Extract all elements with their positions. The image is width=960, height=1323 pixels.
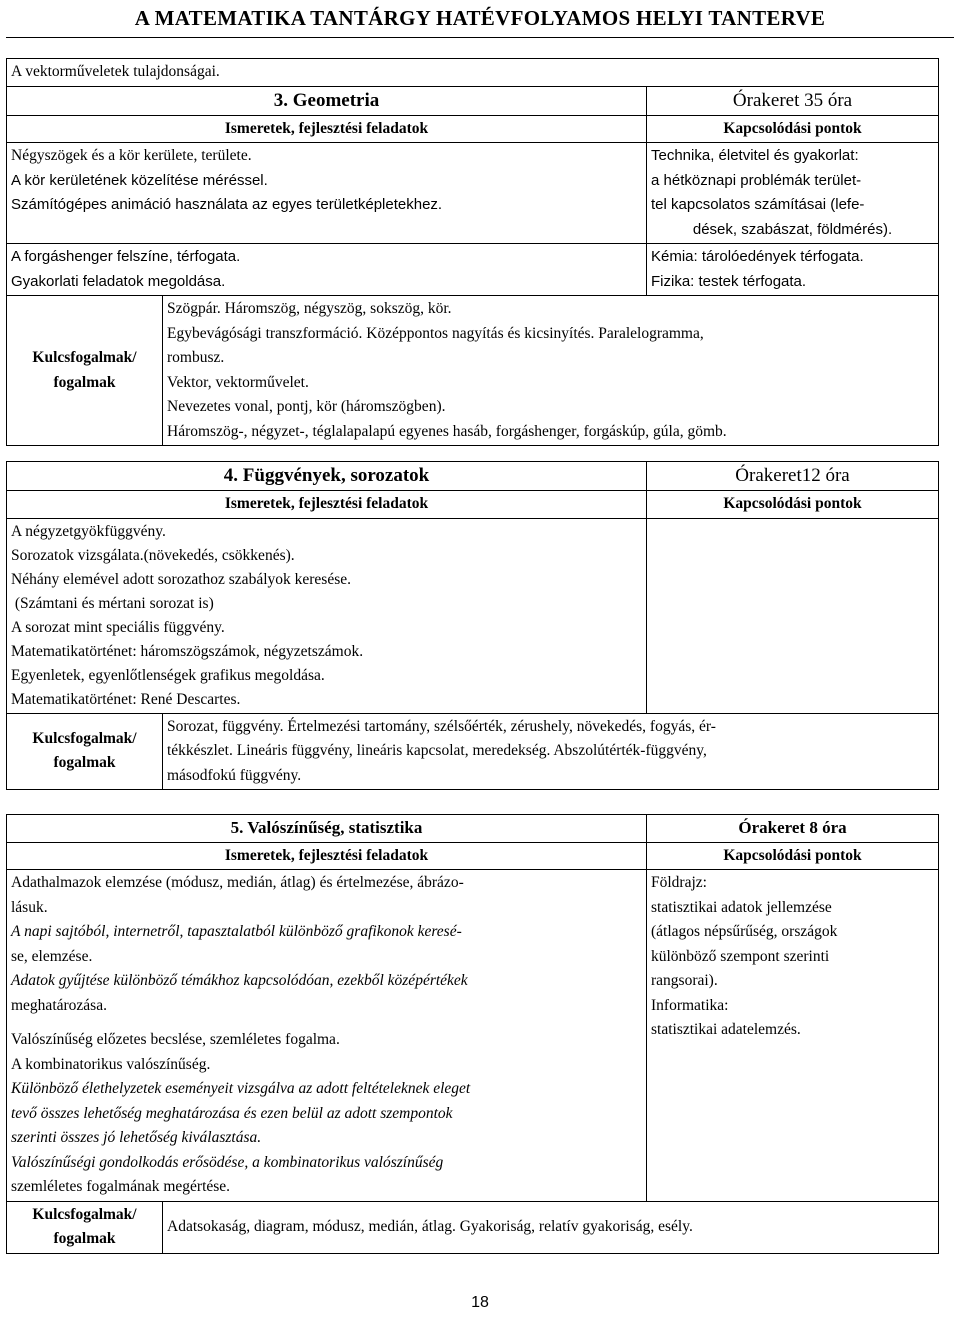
probability-table bbox=[6, 814, 939, 1254]
connection-line: különböző szempont szerinti bbox=[651, 947, 830, 965]
key-concepts-label bbox=[7, 713, 163, 790]
content-line: meghatározása. bbox=[11, 996, 107, 1014]
column-header-right: Kapcsolódási pontok bbox=[647, 842, 939, 870]
key-concepts-label bbox=[7, 296, 163, 446]
content-line: tevő összes lehetőség meghatározása és ezen belül az adott szempontok bbox=[11, 1104, 453, 1122]
connection-cell bbox=[647, 244, 939, 296]
key-label-line: Kulcsfogalmak/ bbox=[32, 729, 137, 747]
key-line: Háromszög-, négyzet-, téglalapalapú egyenes hasáb, forgáshenger, forgáskúp, gúla, gömb. bbox=[167, 422, 727, 440]
content-cell bbox=[7, 143, 647, 244]
key-line: tékkészlet. Lineáris függvény, lineáris kapcsolat, meredekség. Abszolútérték-függvény, bbox=[167, 742, 707, 759]
key-line: Vektor, vektorművelet. bbox=[167, 373, 309, 391]
content-line: Adathalmazok elemzése (módusz, medián, átlag) és értelmezése, ábrázo- bbox=[11, 874, 464, 891]
functions-table bbox=[6, 461, 939, 790]
connection-line: a hétköznapi problémák terület- bbox=[651, 171, 862, 189]
carryover-row: A vektorműveletek tulajdonságai. bbox=[7, 59, 939, 87]
content-line: szemléletes fogalmának megértése. bbox=[11, 1178, 231, 1195]
connection-line: Technika, életvitel és gyakorlat: bbox=[651, 147, 859, 164]
content-line: A kombinatorikus valószínűség. bbox=[11, 1055, 211, 1073]
content-line: Különböző élethelyzetek eseményeit vizsgálva az adott feltételeknek eleget bbox=[11, 1080, 471, 1097]
geometry-table bbox=[6, 58, 939, 446]
section-hours: Órakeret 35 óra bbox=[647, 86, 939, 115]
section-hours: Órakeret 8 óra bbox=[647, 815, 939, 843]
key-concepts-cell: Adatsokaság, diagram, módusz, medián, átlag. Gyakoriság, relatív gyakoriság, esély. bbox=[163, 1201, 939, 1253]
content-line: Négyszögek és a kör kerülete, területe. bbox=[11, 147, 252, 164]
content-line: Számítógépes animáció használata az egyes területképletekhez. bbox=[11, 196, 443, 213]
key-line: Nevezetes vonal, pontj, kör (háromszögben). bbox=[167, 398, 446, 415]
content-line: Adatok gyűjtése különböző témákhoz kapcsolódóan, ezekből középértékek bbox=[11, 972, 468, 989]
connection-line: Földrajz: bbox=[651, 874, 707, 891]
key-concepts-cell bbox=[163, 713, 939, 790]
content-line: Sorozatok vizsgálata.(növekedés, csökkenés). bbox=[11, 546, 295, 564]
key-label-line: Kulcsfogalmak/ bbox=[32, 349, 137, 366]
connection-line: statisztikai adatelemzés. bbox=[651, 1021, 801, 1038]
content-cell bbox=[7, 870, 647, 1202]
key-label-line: fogalmak bbox=[53, 1230, 116, 1247]
column-header-right: Kapcsolódási pontok bbox=[647, 115, 939, 143]
connection-line: Informatika: bbox=[651, 996, 729, 1014]
key-label-line: fogalmak bbox=[53, 373, 116, 391]
content-line: Gyakorlati feladatok megoldása. bbox=[11, 272, 226, 290]
connection-cell bbox=[647, 143, 939, 244]
key-line: másodfokú függvény. bbox=[167, 766, 302, 784]
key-concepts-label bbox=[7, 1201, 163, 1253]
content-line: szerinti összes jó lehetőség kiválasztása. bbox=[11, 1129, 262, 1146]
section-hours: Órakeret12 óra bbox=[647, 462, 939, 491]
page-header-title: A MATEMATIKA TANTÁRGY HATÉVFOLYAMOS HELYI TANTERVE bbox=[134, 6, 826, 30]
section-title: 5. Valószínűség, statisztika bbox=[7, 815, 647, 843]
connection-line: statisztikai adatok jellemzése bbox=[651, 898, 832, 916]
connection-line: Kémia: tárolóedények térfogata. bbox=[651, 248, 864, 265]
content-cell bbox=[7, 244, 647, 296]
column-header-left: Ismeretek, fejlesztési feladatok bbox=[7, 491, 647, 519]
connection-line: rangsorai). bbox=[651, 972, 718, 989]
content-line: Matematikatörténet: René Descartes. bbox=[11, 690, 241, 708]
content-line: A kör kerületének közelítése méréssel. bbox=[11, 171, 268, 189]
connection-line: Fizika: testek térfogata. bbox=[651, 272, 807, 290]
content-line: Valószínűség előzetes becslése, szemléletes fogalma. bbox=[11, 1031, 340, 1048]
content-line: lásuk. bbox=[11, 898, 48, 916]
section-title: 3. Geometria bbox=[7, 86, 647, 115]
header-rule bbox=[6, 37, 954, 38]
key-line: Szögpár. Háromszög, négyszög, sokszög, kör. bbox=[167, 300, 452, 317]
content-line: Matematikatörténet: háromszögszámok, négyzetszámok. bbox=[11, 642, 364, 660]
column-header-left: Ismeretek, fejlesztési feladatok bbox=[7, 842, 647, 870]
connection-line: tel kapcsolatos számításai (lefe- bbox=[651, 196, 865, 213]
connection-line: dések, szabászat, földmérés). bbox=[692, 220, 893, 238]
content-line: se, elemzése. bbox=[11, 947, 93, 965]
section-title: 4. Függvények, sorozatok bbox=[7, 462, 647, 491]
content-line: A napi sajtóból, internetről, tapasztalatból különböző grafikonok keresé- bbox=[11, 923, 462, 940]
key-line: Egybevágósági transzformáció. Középpontos nagyítás és kicsinyítés. Paralelogramma, bbox=[167, 324, 704, 342]
key-line: Sorozat, függvény. Értelmezési tartomány, szélsőérték, zérushely, növekedés, fogyás, ér- bbox=[167, 717, 716, 735]
column-header-right: Kapcsolódási pontok bbox=[647, 491, 939, 519]
content-line: Egyenletek, egyenlőtlenségek grafikus megoldása. bbox=[11, 666, 325, 684]
connection-cell bbox=[647, 870, 939, 1202]
content-line: A négyzetgyökfüggvény. bbox=[11, 522, 166, 540]
content-line: Valószínűségi gondolkodás erősödése, a kombinatorikus valószínűség bbox=[11, 1153, 444, 1171]
content-line: A forgáshenger felszíne, térfogata. bbox=[11, 248, 241, 265]
page-number: 18 bbox=[471, 1294, 489, 1311]
content-line: (Számtani és mértani sorozat is) bbox=[11, 594, 214, 612]
key-label-line: Kulcsfogalmak/ bbox=[32, 1205, 137, 1223]
content-line: A sorozat mint speciális függvény. bbox=[11, 618, 225, 636]
key-concepts-cell bbox=[163, 296, 939, 446]
key-label-line: fogalmak bbox=[53, 754, 116, 772]
key-line: rombusz. bbox=[167, 349, 225, 366]
content-cell bbox=[7, 518, 647, 713]
content-line: Néhány elemével adott sorozathoz szabályok keresése. bbox=[11, 570, 351, 588]
column-header-left: Ismeretek, fejlesztési feladatok bbox=[7, 115, 647, 143]
connection-line: (átlagos népsűrűség, országok bbox=[651, 923, 838, 940]
connection-cell bbox=[647, 518, 939, 713]
